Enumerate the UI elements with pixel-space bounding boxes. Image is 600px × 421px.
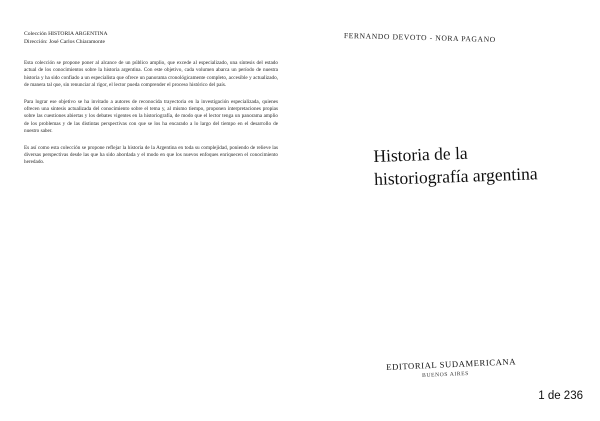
left-page — [24, 30, 278, 176]
publisher: EDITORIAL SUDAMERICANA — [386, 356, 517, 372]
collection-header — [24, 30, 278, 46]
paragraph-3: Es así como esta colección se propone reflejar la historia de la Argentina en toda su complejidad, poniendo de relieve las diversas perspectivas desde las que ha sido abordada y el modo en que los nuevos enfoques enriquecen el conocimiento heredado. — [24, 144, 278, 166]
page-counter: 1 de 236 — [538, 390, 583, 402]
title-page — [300, 0, 600, 421]
collection-name: Colección HISTORIA ARGENTINA — [24, 31, 108, 37]
paragraph-2: Para lograr ese objetivo se ha invitado a autores de reconocida trayectoria en la investigación especializada, quienes ofrecen una síntesis actualizada del conocimiento sobre el tema y, al mismo tiempo, proponen interpretaciones propias sobre las cuestiones abiertas y los debates vigentes en la historiografía, de modo que el lector tenga un panorama amplio de los problemas y de las distintas perspectivas con que se los ha encarado a lo largo del tiempo en el desarrollo de nuestro saber. — [24, 98, 278, 135]
book-authors: FERNANDO DEVOTO - NORA PAGANO — [343, 31, 496, 44]
collection-director: Dirección: José Carlos Chiaramonte — [24, 39, 105, 45]
book-title-line-1: Historia de la — [373, 142, 468, 166]
book-title-line-2: historiografía argentina — [373, 163, 538, 189]
publisher-city: BUENOS AIRES — [422, 370, 470, 379]
book-title — [373, 139, 538, 191]
paragraph-1: Esta colección se propone poner al alcance de un público amplio, que excede al especializado, una síntesis del estado actual de los conocimientos sobre la historia argentina. Con este objetivo, cada volumen abarca un período de nuestra historia y ha sido confiado a un especialista que ofrece un panorama cronológicamente completo, accesible y actualizado, de manera tal que, sin renunciar al rigor, el lector pueda comprender el proceso histórico del país. — [24, 60, 278, 89]
